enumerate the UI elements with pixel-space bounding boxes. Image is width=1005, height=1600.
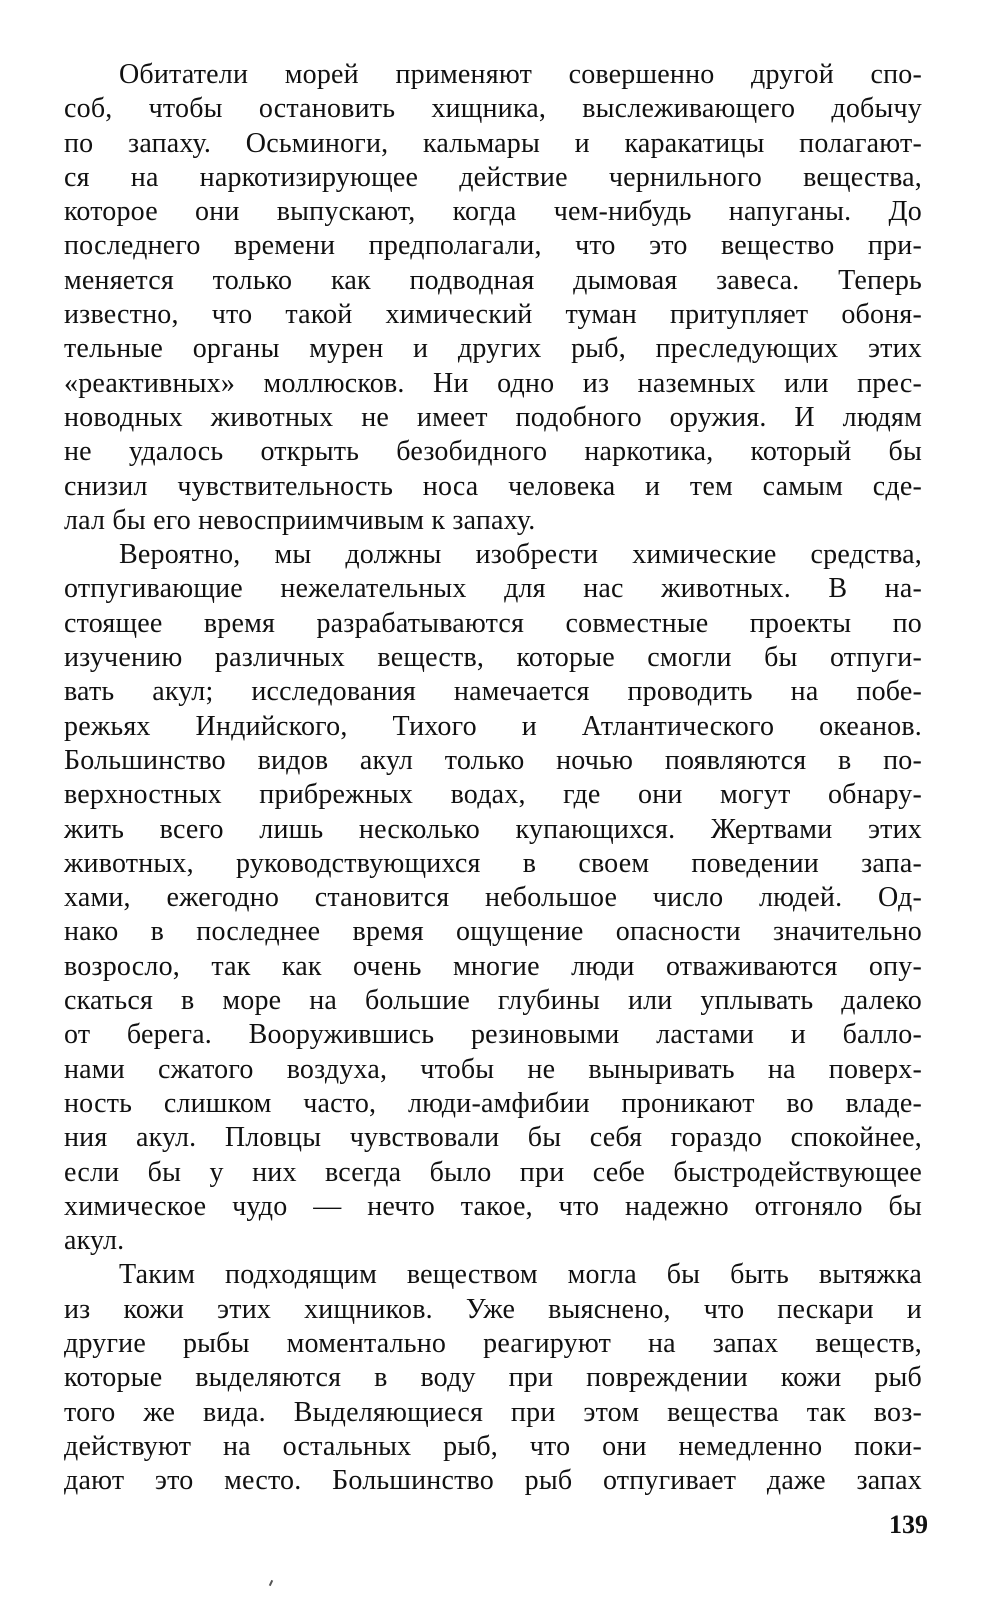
text-line: Вероятно, мы должны изобрести химические средства, xyxy=(119,539,922,571)
text-line: меняется только как подводная дымовая завеса. Теперь xyxy=(64,264,922,296)
text-line: соб, чтобы остановить хищника, выслеживающего добычу xyxy=(64,93,922,125)
text-line: дают это место. Большинство рыб отпугивает даже запах xyxy=(64,1465,922,1497)
text-line: возросло, так как очень многие люди отваживаются опу- xyxy=(64,950,922,982)
text-line: ность слишком часто, люди-амфибии проникают во владе- xyxy=(64,1087,922,1119)
text-line: стоящее время разрабатываются совместные проекты по xyxy=(64,607,922,639)
text-line: Обитатели морей применяют совершенно другой спо- xyxy=(119,59,922,90)
text-line: другие рыбы моментально реагируют на запах веществ, xyxy=(64,1327,922,1359)
text-line: нами сжатого воздуха, чтобы не выныривать на поверх- xyxy=(64,1053,922,1085)
text-line: лал бы его невосприимчивым к запаху. xyxy=(64,504,536,536)
text-line: отпугивающие нежелательных для нас животных. В на- xyxy=(64,573,922,605)
paragraph-1 xyxy=(64,58,922,538)
text-line: которые выделяются в воду при повреждении кожи рыб xyxy=(64,1362,922,1394)
text-line: верхностных прибрежных водах, где они могут обнару- xyxy=(64,779,922,811)
page-number: 139 xyxy=(889,1510,928,1539)
text-line: ся на наркотизирующее действие чернильного вещества, xyxy=(64,161,922,193)
text-line: известно, что такой химический туман притупляет обоня- xyxy=(64,299,922,331)
text-line: скаться в море на большие глубины или уплывать далеко xyxy=(64,985,922,1017)
paragraph-2 xyxy=(64,538,922,1258)
text-line: того же вида. Выделяющиеся при этом вещества так воз- xyxy=(64,1396,922,1428)
text-line: действуют на остальных рыб, что они немедленно поки- xyxy=(64,1430,922,1462)
print-speck-mark xyxy=(269,1580,273,1586)
text-line: режьях Индийского, Тихого и Атлантического океанов. xyxy=(64,710,922,742)
text-line: не удалось открыть безобидного наркотика, который бы xyxy=(64,436,922,468)
text-line: хами, ежегодно становится небольшое число людей. Од- xyxy=(64,882,922,914)
text-line: Таким подходящим веществом могла бы быть вытяжка xyxy=(119,1259,922,1291)
text-line: которое они выпускают, когда чем-нибудь напуганы. До xyxy=(64,196,922,228)
text-line: последнего времени предполагали, что это вещество при- xyxy=(64,230,922,262)
text-line: если бы у них всегда было при себе быстродействующее xyxy=(64,1156,922,1188)
text-line: акул. xyxy=(64,1225,125,1257)
text-line: химическое чудо — нечто такое, что надежно отгоняло бы xyxy=(64,1190,922,1222)
paragraph-3 xyxy=(64,1258,922,1498)
text-line: вать акул; исследования намечается проводить на побе- xyxy=(64,676,922,708)
text-line: изучению различных веществ, которые смогли бы отпуги- xyxy=(64,642,922,674)
text-line: из кожи этих хищников. Уже выяснено, что пескари и xyxy=(64,1293,922,1325)
text-line: жить всего лишь несколько купающихся. Жертвами этих xyxy=(64,813,922,845)
text-line: по запаху. Осьминоги, кальмары и каракатицы полагают- xyxy=(64,127,922,159)
page-body xyxy=(64,58,922,1498)
text-line: новодных животных не имеет подобного оружия. И людям xyxy=(64,401,922,433)
text-line: нако в последнее время ощущение опасности значительно xyxy=(64,916,922,948)
text-line: от берега. Вооружившись резиновыми ластами и балло- xyxy=(64,1019,922,1051)
text-line: животных, руководствующихся в своем поведении запа- xyxy=(64,847,922,879)
text-line: снизил чувствительность носа человека и тем самым сде- xyxy=(64,470,922,502)
text-line: тельные органы мурен и других рыб, преследующих этих xyxy=(64,333,922,365)
text-line: «реактивных» моллюсков. Ни одно из наземных или прес- xyxy=(64,367,922,399)
text-line: Большинство видов акул только ночью появляются в по- xyxy=(64,744,922,776)
text-line: ния акул. Пловцы чувствовали бы себя гораздо спокойнее, xyxy=(64,1122,922,1154)
